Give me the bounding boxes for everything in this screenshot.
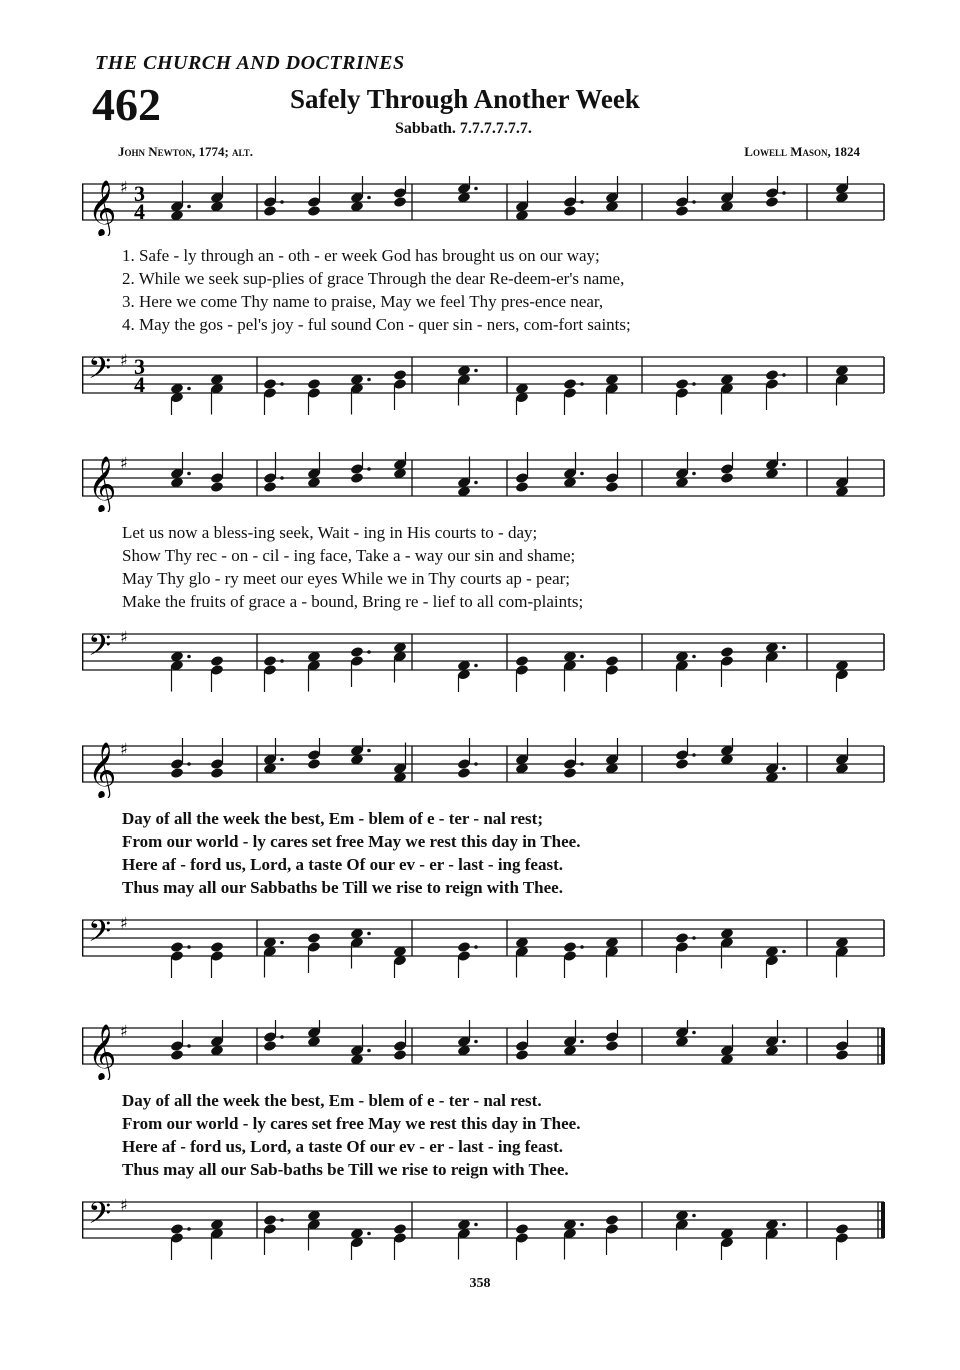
treble-staff-2 — [82, 452, 888, 512]
lyric-line: Thus may all our Sabbaths be Till we rise to reign with Thee. — [122, 878, 563, 897]
words-credit: John Newton, 1774; alt. — [118, 144, 253, 159]
lyric-line: Show Thy rec - on - cil - ing face, Take a - way our sin and shame; — [122, 546, 576, 565]
lyric-line: From our world - ly cares set free May we rest this day in Thee. — [122, 832, 581, 851]
bass-staff-4 — [82, 1190, 888, 1260]
svg-text:♯: ♯ — [120, 913, 128, 933]
svg-text:♯: ♯ — [120, 1195, 128, 1215]
svg-text:𝄞: 𝄞 — [88, 1024, 117, 1080]
svg-text:♯: ♯ — [120, 350, 128, 370]
hymn-title: Safely Through Another Week — [290, 84, 640, 114]
lyric-line: 2. While we seek sup-plies of grace Through the dear Re-deem-er's name, — [122, 269, 625, 288]
bass-staff-2 — [82, 622, 888, 692]
svg-text:𝄞: 𝄞 — [88, 456, 117, 512]
svg-text:𝄢: 𝄢 — [88, 1197, 112, 1238]
svg-text:♯: ♯ — [120, 1021, 128, 1041]
svg-text:3: 3 — [134, 354, 145, 379]
lyric-line: From our world - ly cares set free May we rest this day in Thee. — [122, 1114, 581, 1133]
lyric-line: 3. Here we come Thy name to praise, May we feel Thy pres-ence near, — [122, 292, 604, 311]
svg-text:𝄢: 𝄢 — [88, 915, 112, 956]
svg-text:3: 3 — [134, 181, 145, 206]
svg-text:♯: ♯ — [120, 177, 128, 197]
lyric-line: May Thy glo - ry meet our eyes While we in Thy courts ap - pear; — [122, 569, 571, 588]
treble-staff-1 — [82, 176, 888, 236]
svg-text:4: 4 — [134, 372, 145, 397]
svg-text:♯: ♯ — [120, 453, 128, 473]
lyric-line: Let us now a bless-ing seek, Wait - ing in His courts to - day; — [122, 523, 538, 542]
section-title: THE CHURCH AND DOCTRINES — [95, 52, 405, 74]
svg-text:𝄞: 𝄞 — [88, 180, 117, 236]
svg-text:𝄞: 𝄞 — [88, 742, 117, 798]
svg-text:𝄢: 𝄢 — [88, 629, 112, 670]
music-credit: Lowell Mason, 1824 — [744, 144, 860, 159]
svg-text:𝄢: 𝄢 — [88, 352, 112, 393]
svg-text:♯: ♯ — [120, 739, 128, 759]
tune-name: Sabbath. 7.7.7.7.7.7. — [395, 120, 532, 137]
svg-text:4: 4 — [134, 199, 145, 224]
bass-staff-1 — [82, 345, 888, 415]
lyric-line: Make the fruits of grace a - bound, Bring re - lief to all com-plaints; — [122, 592, 584, 611]
lyric-line: 1. Safe - ly through an - oth - er week God has brought us on our way; — [122, 246, 600, 265]
hymn-number: 462 — [92, 79, 161, 130]
page-number: 358 — [469, 1276, 491, 1291]
lyric-line: Here af - ford us, Lord, a taste Of our ev - er - last - ing feast. — [122, 1137, 563, 1156]
svg-text:♯: ♯ — [120, 627, 128, 647]
lyric-line: Thus may all our Sab-baths be Till we rise to reign with Thee. — [122, 1160, 569, 1179]
treble-staff-4 — [82, 1020, 888, 1080]
treble-staff-3 — [82, 738, 888, 798]
lyric-line: 4. May the gos - pel's joy - ful sound Con - quer sin - ners, com-fort saints; — [122, 315, 631, 334]
lyric-line: Day of all the week the best, Em - blem of e - ter - nal rest. — [122, 1091, 542, 1110]
lyric-line: Day of all the week the best, Em - blem of e - ter - nal rest; — [122, 809, 543, 828]
bass-staff-3 — [82, 908, 888, 978]
lyric-line: Here af - ford us, Lord, a taste Of our ev - er - last - ing feast. — [122, 855, 563, 874]
